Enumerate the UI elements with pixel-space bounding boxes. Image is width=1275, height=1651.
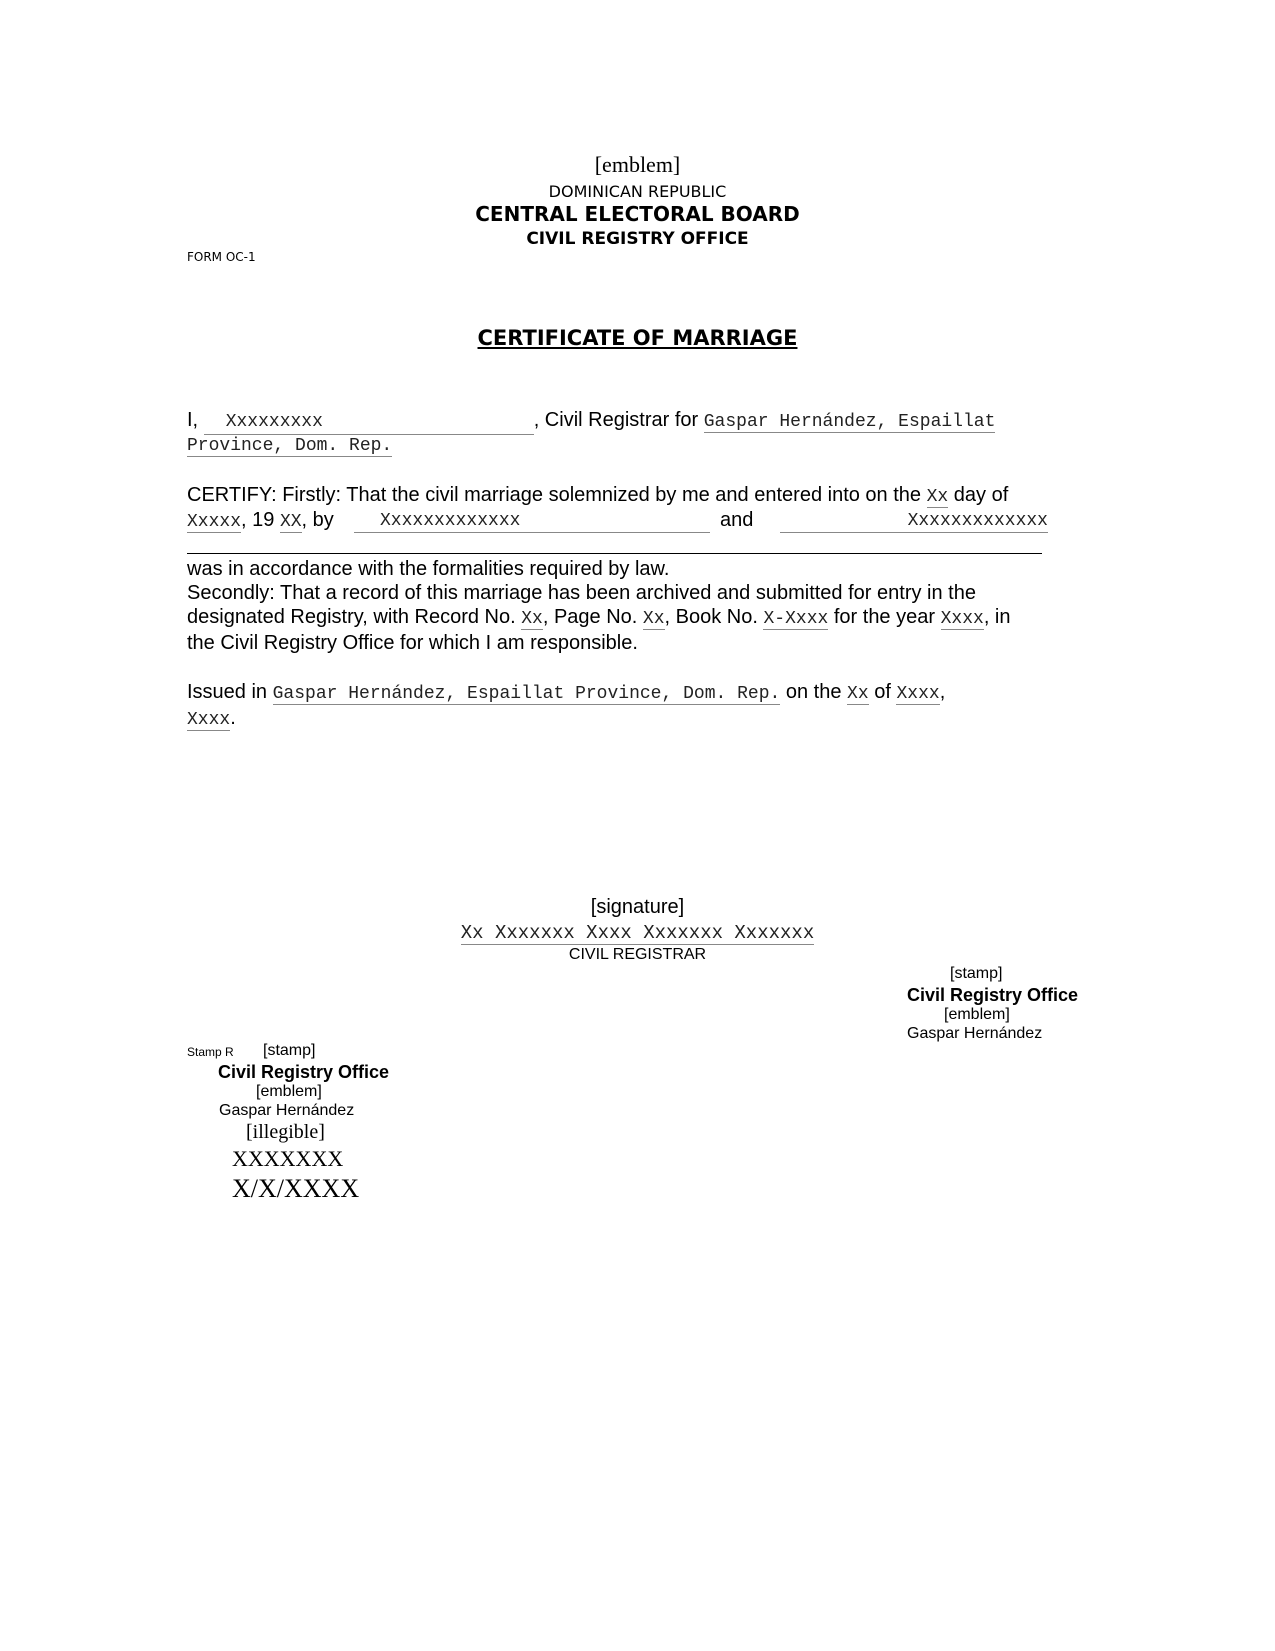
left-stamp-code: XXXXXXX (232, 1146, 344, 1171)
header-board: CENTRAL ELECTORAL BOARD (475, 202, 800, 226)
certify-line-1 (187, 483, 1008, 509)
left-stamp-mark: [stamp] (263, 1042, 316, 1059)
secondly-text-b: , Page No. (542, 606, 638, 628)
header-emblem: [emblem] (594, 152, 681, 177)
certify-text-4: , by (301, 509, 334, 531)
document-title: CERTIFICATE OF MARRIAGE (477, 326, 798, 350)
issued-place-field: Gaspar Hernández, Espaillat Province, Dom. Rep. (272, 684, 781, 704)
issued-comma: , (939, 681, 946, 703)
header-office: CIVIL REGISTRY OFFICE (526, 229, 749, 249)
issued-year-field: Xxxx (187, 710, 231, 730)
left-stamp-emblem: [emblem] (256, 1083, 322, 1100)
intro-line-1 (187, 408, 995, 435)
secondly-text-a: designated Registry, with Record No. (187, 606, 516, 628)
secondly-text-e: , in (983, 606, 1011, 628)
issued-of: of (874, 681, 891, 703)
certify-text-5: was in accordance with the formalities required by law. (187, 558, 670, 580)
right-stamp-office: Civil Registry Office (907, 985, 1079, 1005)
left-stamp-place: Gaspar Hernández (219, 1102, 355, 1119)
certify-text-2: day of (953, 484, 1009, 506)
right-stamp-mark: [stamp] (950, 965, 1003, 982)
header-country: DOMINICAN REPUBLIC (548, 182, 727, 201)
secondly-text-c: , Book No. (664, 606, 758, 628)
book-no-field: X-Xxxx (763, 609, 829, 629)
signature-mark: [signature] (590, 896, 685, 918)
marriage-year-field: XX (279, 512, 302, 532)
issued-day-field: Xx (847, 684, 869, 704)
certify-blank-line (187, 553, 1042, 554)
issued-month-field: Xxxx (896, 684, 940, 704)
record-no-field: Xx (521, 609, 543, 629)
page-no-field: Xx (642, 609, 665, 629)
left-stamp-office: Civil Registry Office (218, 1062, 390, 1082)
registry-location-line1: Gaspar Hernández, Espaillat (703, 412, 996, 432)
issued-line-1 (187, 680, 945, 706)
certify-text-1: CERTIFY: Firstly: That the civil marriage solemnized by me and entered into on the (187, 484, 922, 506)
marriage-day-field: Xx (926, 487, 949, 507)
form-code: FORM OC-1 (187, 250, 256, 264)
spouse-2-field: Xxxxxxxxxxxxx (780, 510, 1048, 533)
signature-role: CIVIL REGISTRAR (568, 946, 707, 963)
certify-and: and (720, 509, 754, 531)
issued-prefix: Issued in (187, 681, 268, 703)
certify-text-3: , 19 (241, 509, 275, 531)
record-year-field: Xxxx (940, 609, 984, 629)
secondly-line-1: Secondly: That a record of this marriage has been archived and submitted for entry in the (187, 582, 976, 604)
intro-prefix: I, (187, 409, 199, 431)
left-stamp-date: X/X/XXXX (232, 1174, 360, 1203)
secondly-text-d: for the year (833, 606, 936, 628)
issued-line-2 (187, 706, 236, 732)
marriage-month-field: Xxxxx (187, 512, 242, 532)
secondly-line-3: the Civil Registry Office for which I am responsible. (187, 632, 638, 654)
issued-on-the: on the (785, 681, 842, 703)
spouse-1-field: Xxxxxxxxxxxxx (354, 510, 710, 533)
registrar-signature-name: Xx Xxxxxxx Xxxx Xxxxxxx Xxxxxxx (460, 922, 815, 944)
left-stamp-label: Stamp R (187, 1045, 234, 1059)
intro-middle: , Civil Registrar for (533, 409, 699, 431)
right-stamp-emblem: [emblem] (944, 1006, 1010, 1023)
registrar-name-field: Xxxxxxxxx (204, 410, 534, 435)
issued-period: . (230, 707, 236, 729)
registry-location-line2: Province, Dom. Rep. (187, 436, 393, 456)
left-stamp-illegible: [illegible] (246, 1121, 325, 1143)
secondly-line-2 (187, 605, 1011, 631)
right-stamp-place: Gaspar Hernández (907, 1025, 1043, 1042)
